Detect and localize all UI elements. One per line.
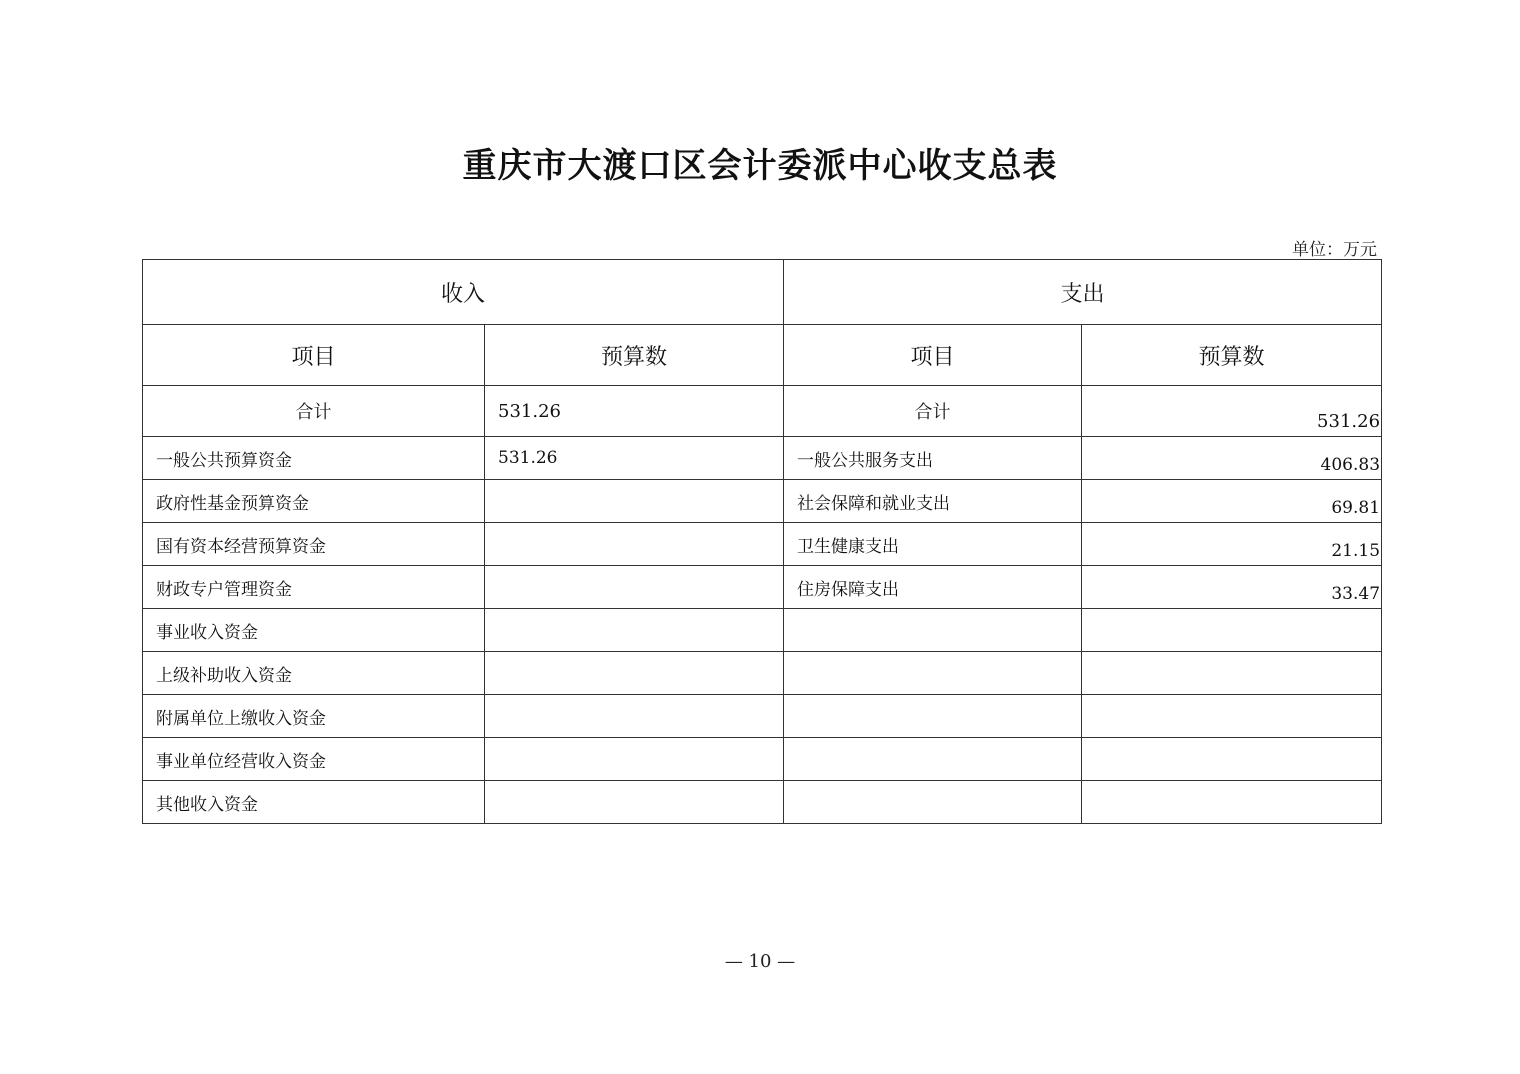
income-value-cell [485,781,784,824]
income-value-cell [485,738,784,781]
table-row [143,652,1382,695]
column-header-row [143,325,1382,386]
expense-value-cell [1082,781,1382,824]
expense-item-column-header: 项目 [784,325,1082,386]
expense-item-cell [784,781,1082,824]
expense-value-cell: 33.47 [1082,566,1382,609]
section-header-row [143,260,1382,325]
total-row [143,386,1382,437]
income-item-cell: 其他收入资金 [143,781,485,824]
table-row [143,480,1382,523]
income-item-cell: 财政专户管理资金 [143,566,485,609]
expense-total-label: 合计 [784,386,1082,437]
table-row [143,609,1382,652]
income-item-cell: 附属单位上缴收入资金 [143,695,485,738]
expense-value-cell: 69.81 [1082,480,1382,523]
income-item-column-header: 项目 [143,325,485,386]
table-row [143,437,1382,480]
expense-item-cell: 卫生健康支出 [784,523,1082,566]
income-item-cell: 事业单位经营收入资金 [143,738,485,781]
page-number: — 10 — [724,951,796,972]
expense-value-cell [1082,695,1382,738]
income-item-cell: 一般公共预算资金 [143,437,485,480]
expense-item-cell: 一般公共服务支出 [784,437,1082,480]
table-row [143,695,1382,738]
expense-item-cell [784,738,1082,781]
expense-item-cell [784,695,1082,738]
budget-summary-table [142,259,1382,824]
income-item-cell: 政府性基金预算资金 [143,480,485,523]
expense-value-cell: 406.83 [1082,437,1382,480]
expense-item-cell: 社会保障和就业支出 [784,480,1082,523]
income-section-header: 收入 [143,260,784,325]
income-value-cell [485,480,784,523]
income-total-value: 531.26 [485,386,784,437]
income-value-cell [485,652,784,695]
expense-budget-column-header: 预算数 [1082,325,1382,386]
expense-total-value: 531.26 [1082,386,1382,437]
expense-value-cell [1082,609,1382,652]
table-row [143,738,1382,781]
expense-value-cell: 21.15 [1082,523,1382,566]
expense-value-cell [1082,738,1382,781]
expense-item-cell [784,652,1082,695]
income-value-cell [485,609,784,652]
document-title: 重庆市大渡口区会计委派中心收支总表 [462,146,1058,186]
income-value-cell [485,566,784,609]
expense-item-cell: 住房保障支出 [784,566,1082,609]
income-value-cell: 531.26 [485,437,784,480]
income-value-cell [485,695,784,738]
income-value-cell [485,523,784,566]
income-item-cell: 国有资本经营预算资金 [143,523,485,566]
expense-value-cell [1082,652,1382,695]
income-item-cell: 上级补助收入资金 [143,652,485,695]
table-row [143,781,1382,824]
income-budget-column-header: 预算数 [485,325,784,386]
unit-label: 单位：万元 [1292,240,1377,260]
table-row [143,566,1382,609]
expense-item-cell [784,609,1082,652]
income-total-label: 合计 [143,386,485,437]
income-item-cell: 事业收入资金 [143,609,485,652]
expense-section-header: 支出 [784,260,1382,325]
table-row [143,523,1382,566]
